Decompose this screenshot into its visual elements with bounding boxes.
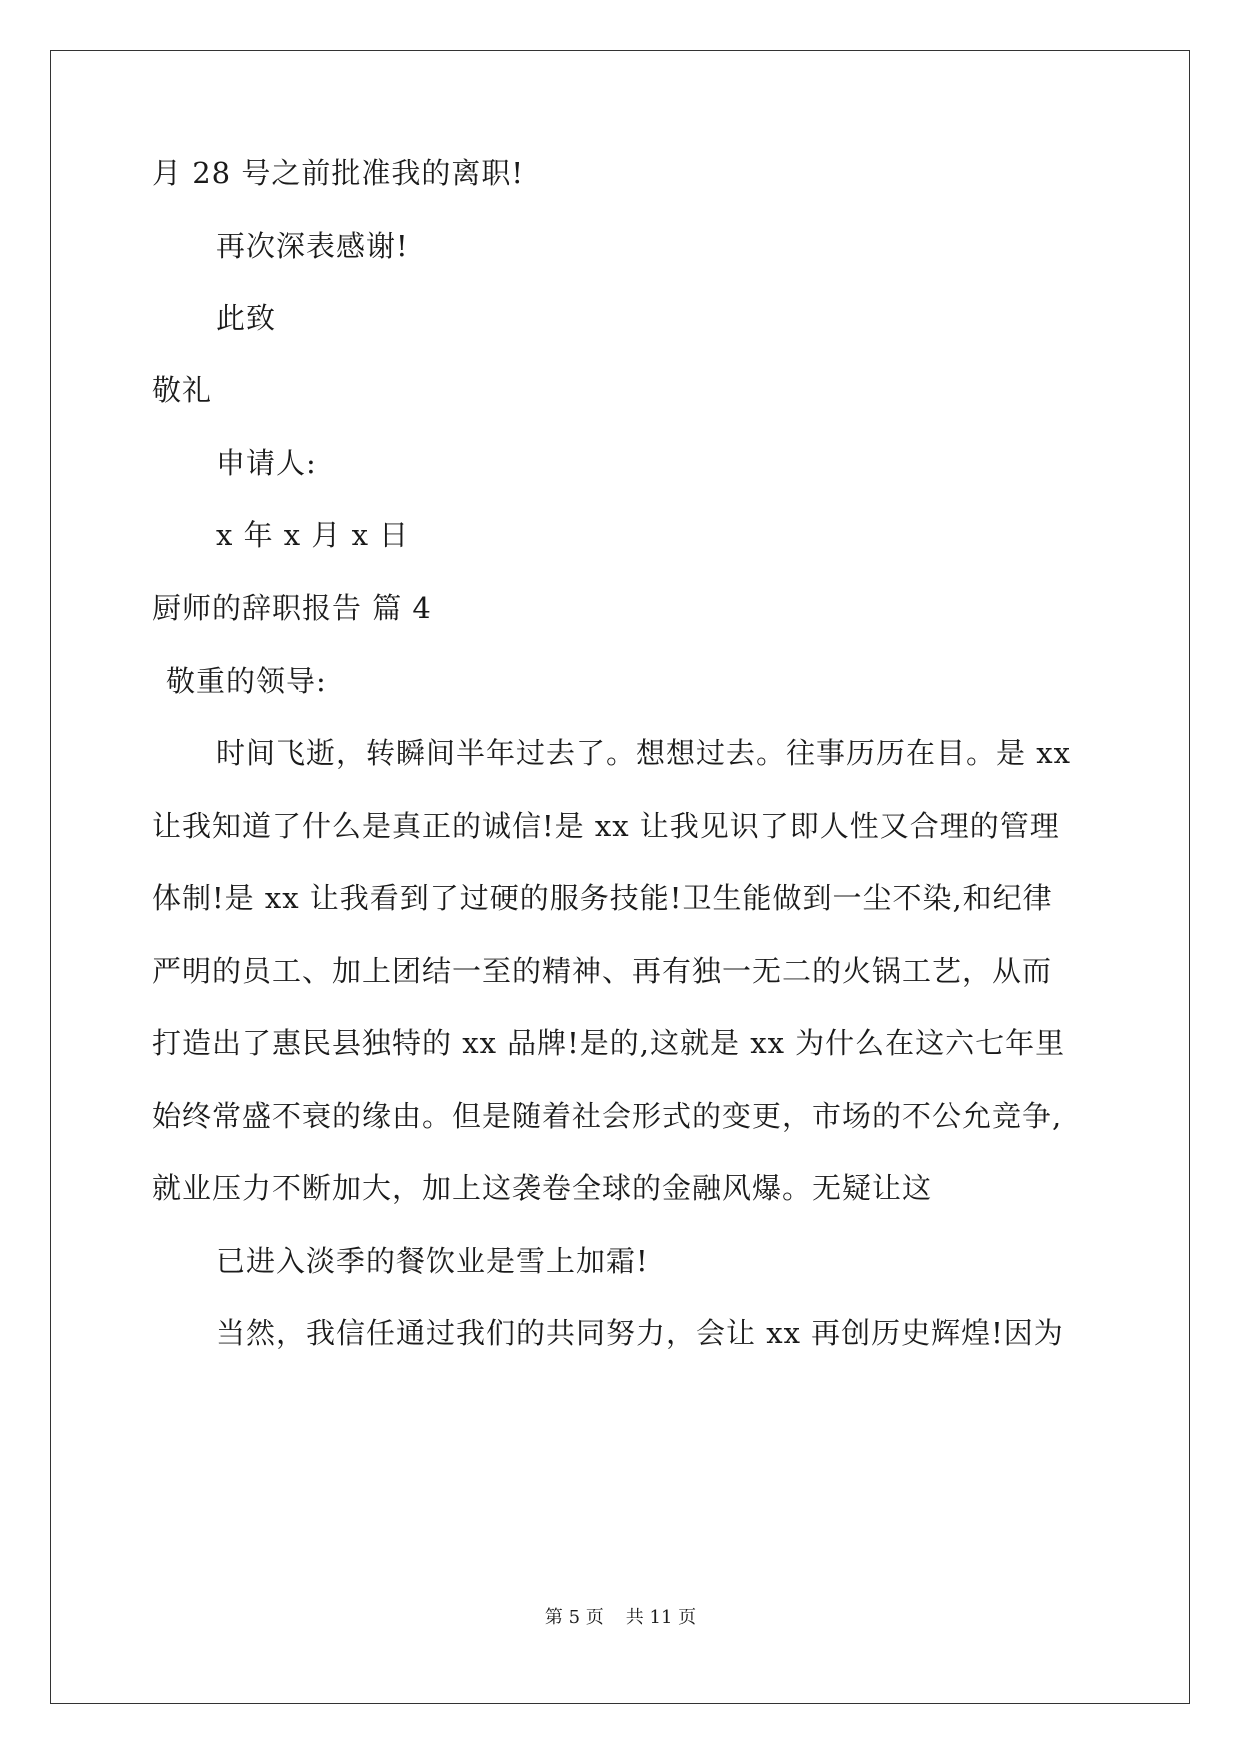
- closing-salutation: 此致: [216, 301, 277, 335]
- paragraph-line: 再次深表感谢!: [216, 229, 409, 263]
- section-heading: 厨师的辞职报告 篇 4: [152, 591, 432, 625]
- paragraph-line: 当然，我信任通过我们的共同努力，会让 xx 再创历史辉煌!因为: [216, 1316, 1064, 1350]
- closing-regards: 敬礼: [152, 373, 213, 407]
- paragraph-line: 体制!是 xx 让我看到了过硬的服务技能!卫生能做到一尘不染,和纪律: [152, 881, 1053, 915]
- paragraph-line: 就业压力不断加大，加上这袭卷全球的金融风爆。无疑让这: [152, 1171, 933, 1205]
- paragraph-line: 月 28 号之前批准我的离职!: [152, 156, 524, 190]
- paragraph-line: 始终常盛不衰的缘由。但是随着社会形式的变更，市场的不公允竞争,: [152, 1099, 1063, 1133]
- applicant-label: 申请人:: [216, 446, 317, 480]
- paragraph-line: 打造出了惠民县独特的 xx 品牌!是的,这就是 xx 为什么在这六七年里: [152, 1026, 1066, 1060]
- date-line: x 年 x 月 x 日: [216, 518, 410, 552]
- paragraph-line: 让我知道了什么是真正的诚信!是 xx 让我见识了即人性又合理的管理: [152, 809, 1060, 843]
- greeting: 敬重的领导:: [166, 664, 327, 698]
- paragraph-line: 严明的员工、加上团结一至的精神、再有独一无二的火锅工艺，从而: [152, 954, 1053, 988]
- total-pages: 共 11 页: [625, 1607, 697, 1628]
- paragraph-line: 时间飞逝，转瞬间半年过去了。想想过去。往事历历在目。是 xx: [216, 736, 1071, 770]
- page-footer: [0, 1603, 1241, 1629]
- page-number: 第 5 页: [544, 1607, 604, 1628]
- paragraph-line: 已进入淡季的餐饮业是雪上加霜!: [216, 1244, 649, 1278]
